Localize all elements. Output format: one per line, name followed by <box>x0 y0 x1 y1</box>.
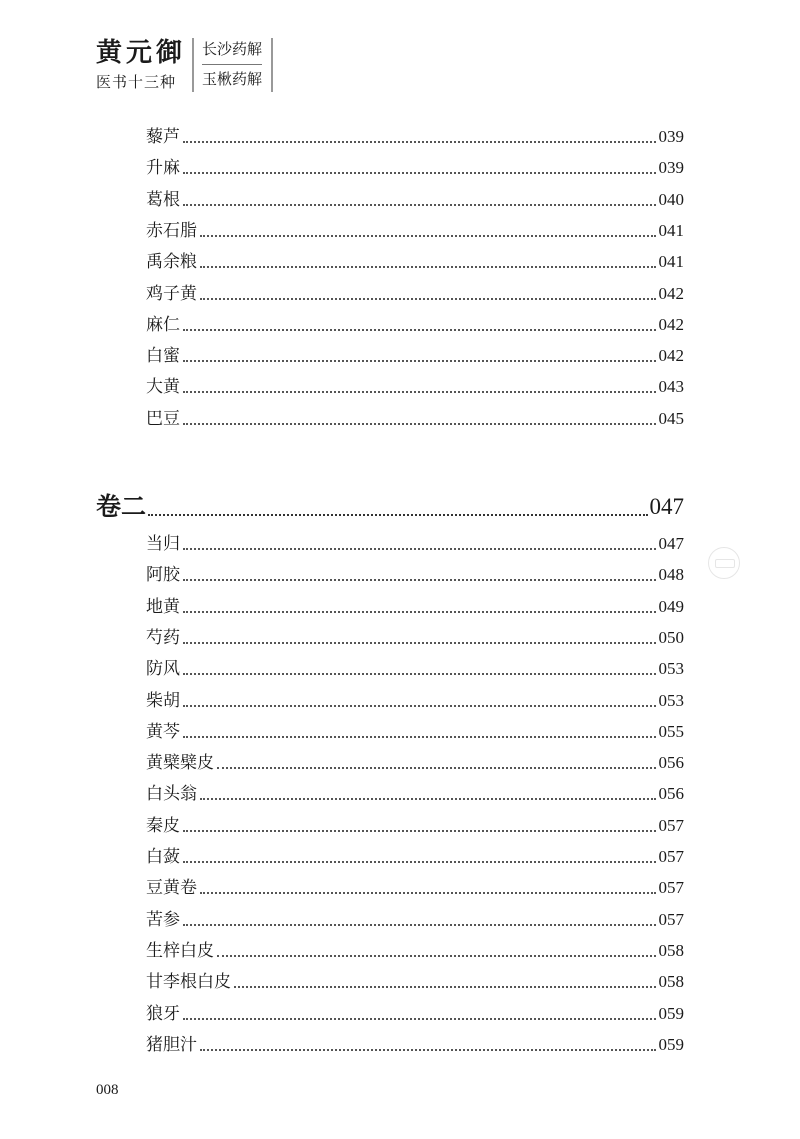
toc-entry-page-number: 056 <box>658 784 684 804</box>
dot-leader <box>200 797 656 800</box>
dot-leader <box>183 390 656 393</box>
header-book-separator <box>202 64 262 65</box>
dot-leader <box>183 359 656 362</box>
toc-entry[interactable] <box>146 1032 684 1056</box>
toc-entry[interactable] <box>146 312 684 336</box>
toc-entry-title: 白头翁 <box>146 784 197 805</box>
toc-entry-page-number: 040 <box>658 189 684 209</box>
dot-leader <box>200 891 656 894</box>
page-number: 008 <box>96 1082 119 1098</box>
dot-leader <box>183 735 656 738</box>
toc-entry-title: 当归 <box>146 534 180 554</box>
toc-entry-title: 白蔹 <box>146 847 180 867</box>
toc-entry-title: 大黄 <box>146 377 180 398</box>
toc-entry[interactable] <box>146 969 684 993</box>
toc-entry-page-number: 056 <box>658 753 684 773</box>
toc-entry-title: 麻仁 <box>146 314 180 335</box>
dot-leader <box>183 203 656 206</box>
dot-leader <box>217 954 656 957</box>
toc-entry-title: 巴豆 <box>146 408 180 429</box>
dot-leader <box>183 704 656 707</box>
toc-entry-page-number: 042 <box>658 346 684 366</box>
toc-entry-title: 苦参 <box>146 909 180 930</box>
dot-leader <box>148 513 647 516</box>
toc-entry[interactable] <box>146 531 684 555</box>
toc-entry-title: 甘李根白皮 <box>146 972 231 993</box>
dot-leader <box>200 297 656 300</box>
toc-entry[interactable] <box>146 1001 684 1025</box>
toc-entry-page-number: 043 <box>658 377 684 397</box>
dot-leader <box>200 265 656 268</box>
dot-leader <box>183 672 656 675</box>
toc-entry[interactable] <box>146 907 684 931</box>
dot-leader <box>183 1017 656 1020</box>
toc-entry-title: 狼牙 <box>146 1003 180 1024</box>
toc-entry-page-number: 058 <box>658 972 684 992</box>
toc-entry[interactable] <box>146 218 684 242</box>
dot-leader <box>234 985 656 988</box>
toc-entry[interactable] <box>146 406 684 430</box>
toc-entry-title: 鸡子黄 <box>146 283 197 304</box>
header-book-title: 长沙药解 <box>202 40 263 58</box>
toc-entry-page-number: 059 <box>658 1003 684 1023</box>
toc-entry-title: 生梓白皮 <box>146 940 214 961</box>
toc-entry-title: 藜芦 <box>146 127 180 147</box>
toc-entry-page-number: 039 <box>658 127 684 146</box>
toc-entry-page-number: 042 <box>658 283 684 303</box>
toc-entry-page-number: 048 <box>658 565 684 585</box>
toc-entry[interactable] <box>146 656 684 680</box>
toc-entry[interactable] <box>146 281 684 305</box>
header-author: 黄元御 <box>96 38 187 68</box>
toc-entry-page-number: 042 <box>658 314 684 334</box>
dot-leader <box>200 234 656 237</box>
dot-leader <box>183 328 656 331</box>
toc-entry[interactable] <box>146 374 684 398</box>
toc-entry-page-number: 039 <box>658 158 684 178</box>
toc-entry[interactable] <box>146 781 684 805</box>
toc-entry-page-number: 049 <box>658 596 684 616</box>
toc-entry-page-number: 045 <box>658 408 684 428</box>
dot-leader <box>217 766 656 769</box>
toc-entry-title: 葛根 <box>146 189 180 210</box>
dot-leader <box>200 1048 656 1051</box>
toc-entry-page-number: 057 <box>658 847 684 866</box>
toc-entry[interactable] <box>146 750 684 774</box>
toc-entry-page-number: 057 <box>658 878 684 898</box>
watermark-seal-icon <box>708 547 740 579</box>
dot-leader <box>183 923 656 926</box>
toc-entry[interactable] <box>146 124 684 148</box>
dot-leader <box>183 578 656 581</box>
toc-entry-page-number: 047 <box>658 534 684 553</box>
toc-entry-page-number: 059 <box>658 1034 684 1054</box>
toc-entry[interactable] <box>146 844 684 868</box>
toc-entry-title: 豆黄卷 <box>146 878 197 899</box>
toc-entry-page-number: 041 <box>658 220 684 240</box>
toc-entry-title: 黄芩 <box>146 721 180 742</box>
header-series: 医书十三种 <box>96 73 177 91</box>
toc-entry-page-number: 057 <box>658 909 684 929</box>
toc-entry-title: 芍药 <box>146 627 180 648</box>
toc-entry-title: 猪胆汁 <box>146 1034 197 1055</box>
toc-entry[interactable] <box>146 562 684 586</box>
header-divider-left <box>192 38 194 92</box>
toc-entry-title: 赤石脂 <box>146 220 197 241</box>
dot-leader <box>183 641 656 644</box>
toc-entry-title: 防风 <box>146 659 180 680</box>
toc-entry[interactable] <box>146 343 684 367</box>
dot-leader <box>183 610 656 613</box>
dot-leader <box>183 140 656 143</box>
toc-entry-page-number: 053 <box>658 659 684 679</box>
header-book-titles <box>202 38 266 90</box>
chapter-title: 卷二 <box>96 492 147 521</box>
toc-entry-title: 阿胶 <box>146 565 180 586</box>
dot-leader <box>183 860 656 863</box>
toc-entry[interactable] <box>146 187 684 211</box>
toc-entry-title: 升麻 <box>146 158 180 179</box>
dot-leader <box>183 547 656 550</box>
toc-entry[interactable] <box>146 249 684 273</box>
header-divider-right <box>271 38 273 92</box>
toc-entry-page-number: 057 <box>658 815 684 835</box>
toc-entry-page-number: 058 <box>658 940 684 960</box>
toc-entry[interactable] <box>146 625 684 649</box>
toc-entry-page-number: 055 <box>658 721 684 741</box>
toc-entry-page-number: 041 <box>658 252 684 272</box>
toc-entry[interactable] <box>146 719 684 743</box>
dot-leader <box>183 422 656 425</box>
toc-entry[interactable] <box>146 875 684 899</box>
dot-leader <box>183 171 656 174</box>
toc-chapter-heading[interactable] <box>96 490 684 522</box>
toc-entry[interactable] <box>146 688 684 712</box>
toc-entry[interactable] <box>146 155 684 179</box>
toc-entry[interactable] <box>146 813 684 837</box>
toc-entry-title: 柴胡 <box>146 690 180 711</box>
dot-leader <box>183 829 656 832</box>
toc-entry-page-number: 053 <box>658 690 684 710</box>
chapter-page-number: 047 <box>649 494 684 519</box>
toc-entry-title: 黄檗檗皮 <box>146 753 214 774</box>
toc-entry-title: 禹余粮 <box>146 252 197 273</box>
toc-entry[interactable] <box>146 594 684 618</box>
header-book-title: 玉楸药解 <box>202 70 263 88</box>
toc-entry[interactable] <box>146 938 684 962</box>
toc-entry-page-number: 050 <box>658 627 684 647</box>
toc-entry-title: 秦皮 <box>146 815 180 836</box>
toc-entry-title: 地黄 <box>146 596 180 617</box>
toc-entry-title: 白蜜 <box>146 346 180 367</box>
